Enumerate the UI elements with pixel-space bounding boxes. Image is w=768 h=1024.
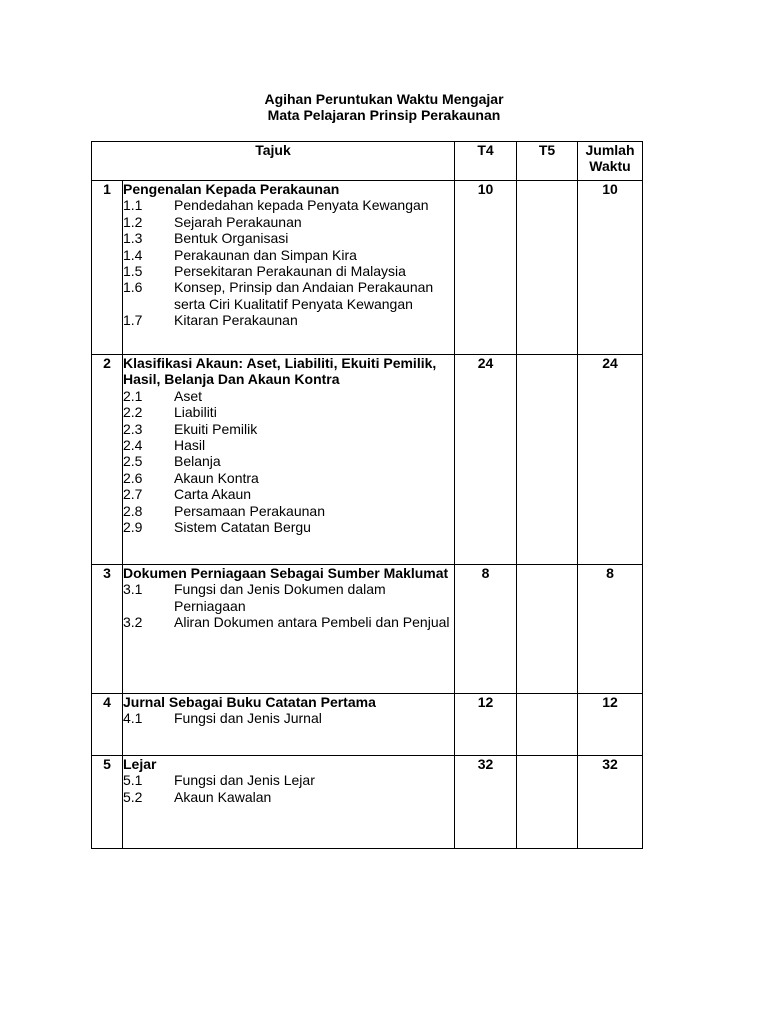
t5-hours [517,694,578,756]
subtopic-text: Pendedahan kepada Penyata Kewangan [174,197,429,214]
subtopic-number: 2.3 [123,420,143,437]
subtopic-number: 3.1 [123,581,143,598]
subtopic-text: Akaun Kawalan [174,788,272,805]
header-t4: T4 [455,142,517,181]
subtopic [123,263,454,279]
t4-hours: 12 [455,694,517,756]
subtopic-text: Sejarah Perakaunan [174,213,302,230]
subtopic [123,214,454,230]
topic-number: 3 [92,565,123,694]
topic-title: Jurnal Sebagai Buku Catatan Pertama [123,694,376,710]
subtopic-text: Akaun Kontra [174,469,259,486]
subtopic [123,404,454,420]
subtopic-number: 2.5 [123,453,143,470]
topic-cell [123,694,455,756]
subtopic-number: 2.9 [123,519,143,536]
subtopic-text: Fungsi dan Jenis Jurnal [174,710,322,727]
subtopic-text: Aset [174,387,203,404]
subtopic-number: 2.7 [123,486,143,503]
subtopic [123,247,454,263]
subtopic [123,312,454,328]
t5-hours [517,181,578,355]
subtopic [123,470,454,486]
table-row [92,756,643,849]
table-row [92,565,643,694]
subtopic-text: Sistem Catatan Bergu [174,519,311,536]
topic-number: 4 [92,694,123,756]
subtopic-text: Belanja [174,453,221,470]
subtopic-number: 1.7 [123,312,143,329]
subtopic-number: 1.2 [123,213,143,230]
subtopic-number: 2.2 [123,404,143,421]
topic-number: 5 [92,756,123,849]
subtopic [123,789,454,805]
subtopic-number: 1.4 [123,246,143,263]
table-row [92,694,643,756]
subtopic-text: Perakaunan dan Simpan Kira [174,246,357,263]
subtopic-number: 5.2 [123,788,143,805]
time-allocation-table [91,141,643,849]
subtopic-text: Konsep, Prinsip dan Andaian Perakaunan serta Ciri Kualitatif Penyata Kewangan [174,279,434,312]
topic-number: 1 [92,181,123,355]
table-header-row [92,142,643,181]
t4-hours: 8 [455,565,517,694]
subtopic-text: Fungsi dan Jenis Dokumen dalam Perniagaan [174,581,386,614]
document-title [0,91,768,123]
subtopic-number: 2.6 [123,469,143,486]
subtopic-text: Kitaran Perakaunan [174,312,298,329]
t5-hours [517,355,578,565]
total-hours: 8 [578,565,643,694]
total-hours: 32 [578,756,643,849]
subtopic [123,614,454,630]
subtopic-number: 5.1 [123,772,143,789]
t4-hours: 32 [455,756,517,849]
subtopic [123,453,454,469]
subtopic [123,279,454,312]
t5-hours [517,565,578,694]
topic-cell [123,355,455,565]
subtopic [123,197,454,213]
subtopic-number: 1.6 [123,279,143,296]
total-hours: 24 [578,355,643,565]
subtopic-number: 1.1 [123,197,143,214]
topic-title: Lejar [123,756,157,772]
subtopic-text: Persamaan Perakaunan [174,502,325,519]
subtopic [123,486,454,502]
subtopic-number: 2.4 [123,437,143,454]
subtopic [123,772,454,788]
subtopic-number: 1.3 [123,230,143,247]
subtopic [123,230,454,246]
subtopic-text: Persekitaran Perakaunan di Malaysia [174,263,406,280]
subtopic-number: 2.1 [123,387,143,404]
subtopic-text: Bentuk Organisasi [174,230,289,247]
table-row [92,181,643,355]
title-line-1: Agihan Peruntukan Waktu Mengajar [264,91,504,107]
subtopic [123,421,454,437]
topic-cell [123,565,455,694]
subtopic [123,503,454,519]
total-hours: 10 [578,181,643,355]
subtopic [123,710,454,726]
title-line-2: Mata Pelajaran Prinsip Perakaunan [267,107,501,123]
t4-hours: 24 [455,355,517,565]
subtopic [123,437,454,453]
header-total-line-2: Waktu [589,158,631,174]
subtopic-text: Fungsi dan Jenis Lejar [174,772,315,789]
t4-hours: 10 [455,181,517,355]
subtopic-text: Liabiliti [174,404,217,421]
topic-cell [123,756,455,849]
t5-hours [517,756,578,849]
subtopic [123,519,454,535]
subtopic [123,388,454,404]
header-topic: Tajuk [92,142,455,181]
subtopic-number: 4.1 [123,710,143,727]
subtopic-number: 3.2 [123,614,143,631]
subtopic [123,581,454,614]
header-t5: T5 [517,142,578,181]
topic-title: Pengenalan Kepada Perakaunan [123,181,340,197]
topic-cell [123,181,455,355]
topic-number: 2 [92,355,123,565]
subtopic-text: Aliran Dokumen antara Pembeli dan Penjual [174,614,450,631]
header-total-line-1: Jumlah [585,142,635,158]
subtopic-number: 1.5 [123,263,143,280]
subtopic-text: Ekuiti Pemilik [174,420,258,437]
subtopic-text: Hasil [174,437,206,454]
table-row [92,355,643,565]
total-hours: 12 [578,694,643,756]
topic-title: Dokumen Perniagaan Sebagai Sumber Maklumat [123,565,449,581]
subtopic-text: Carta Akaun [174,486,252,503]
subtopic-number: 2.8 [123,502,143,519]
header-total [578,142,643,181]
topic-title: Klasifikasi Akaun: Aset, Liabiliti, Ekuiti Pemilik, Hasil, Belanja Dan Akaun Kontra [123,355,437,388]
